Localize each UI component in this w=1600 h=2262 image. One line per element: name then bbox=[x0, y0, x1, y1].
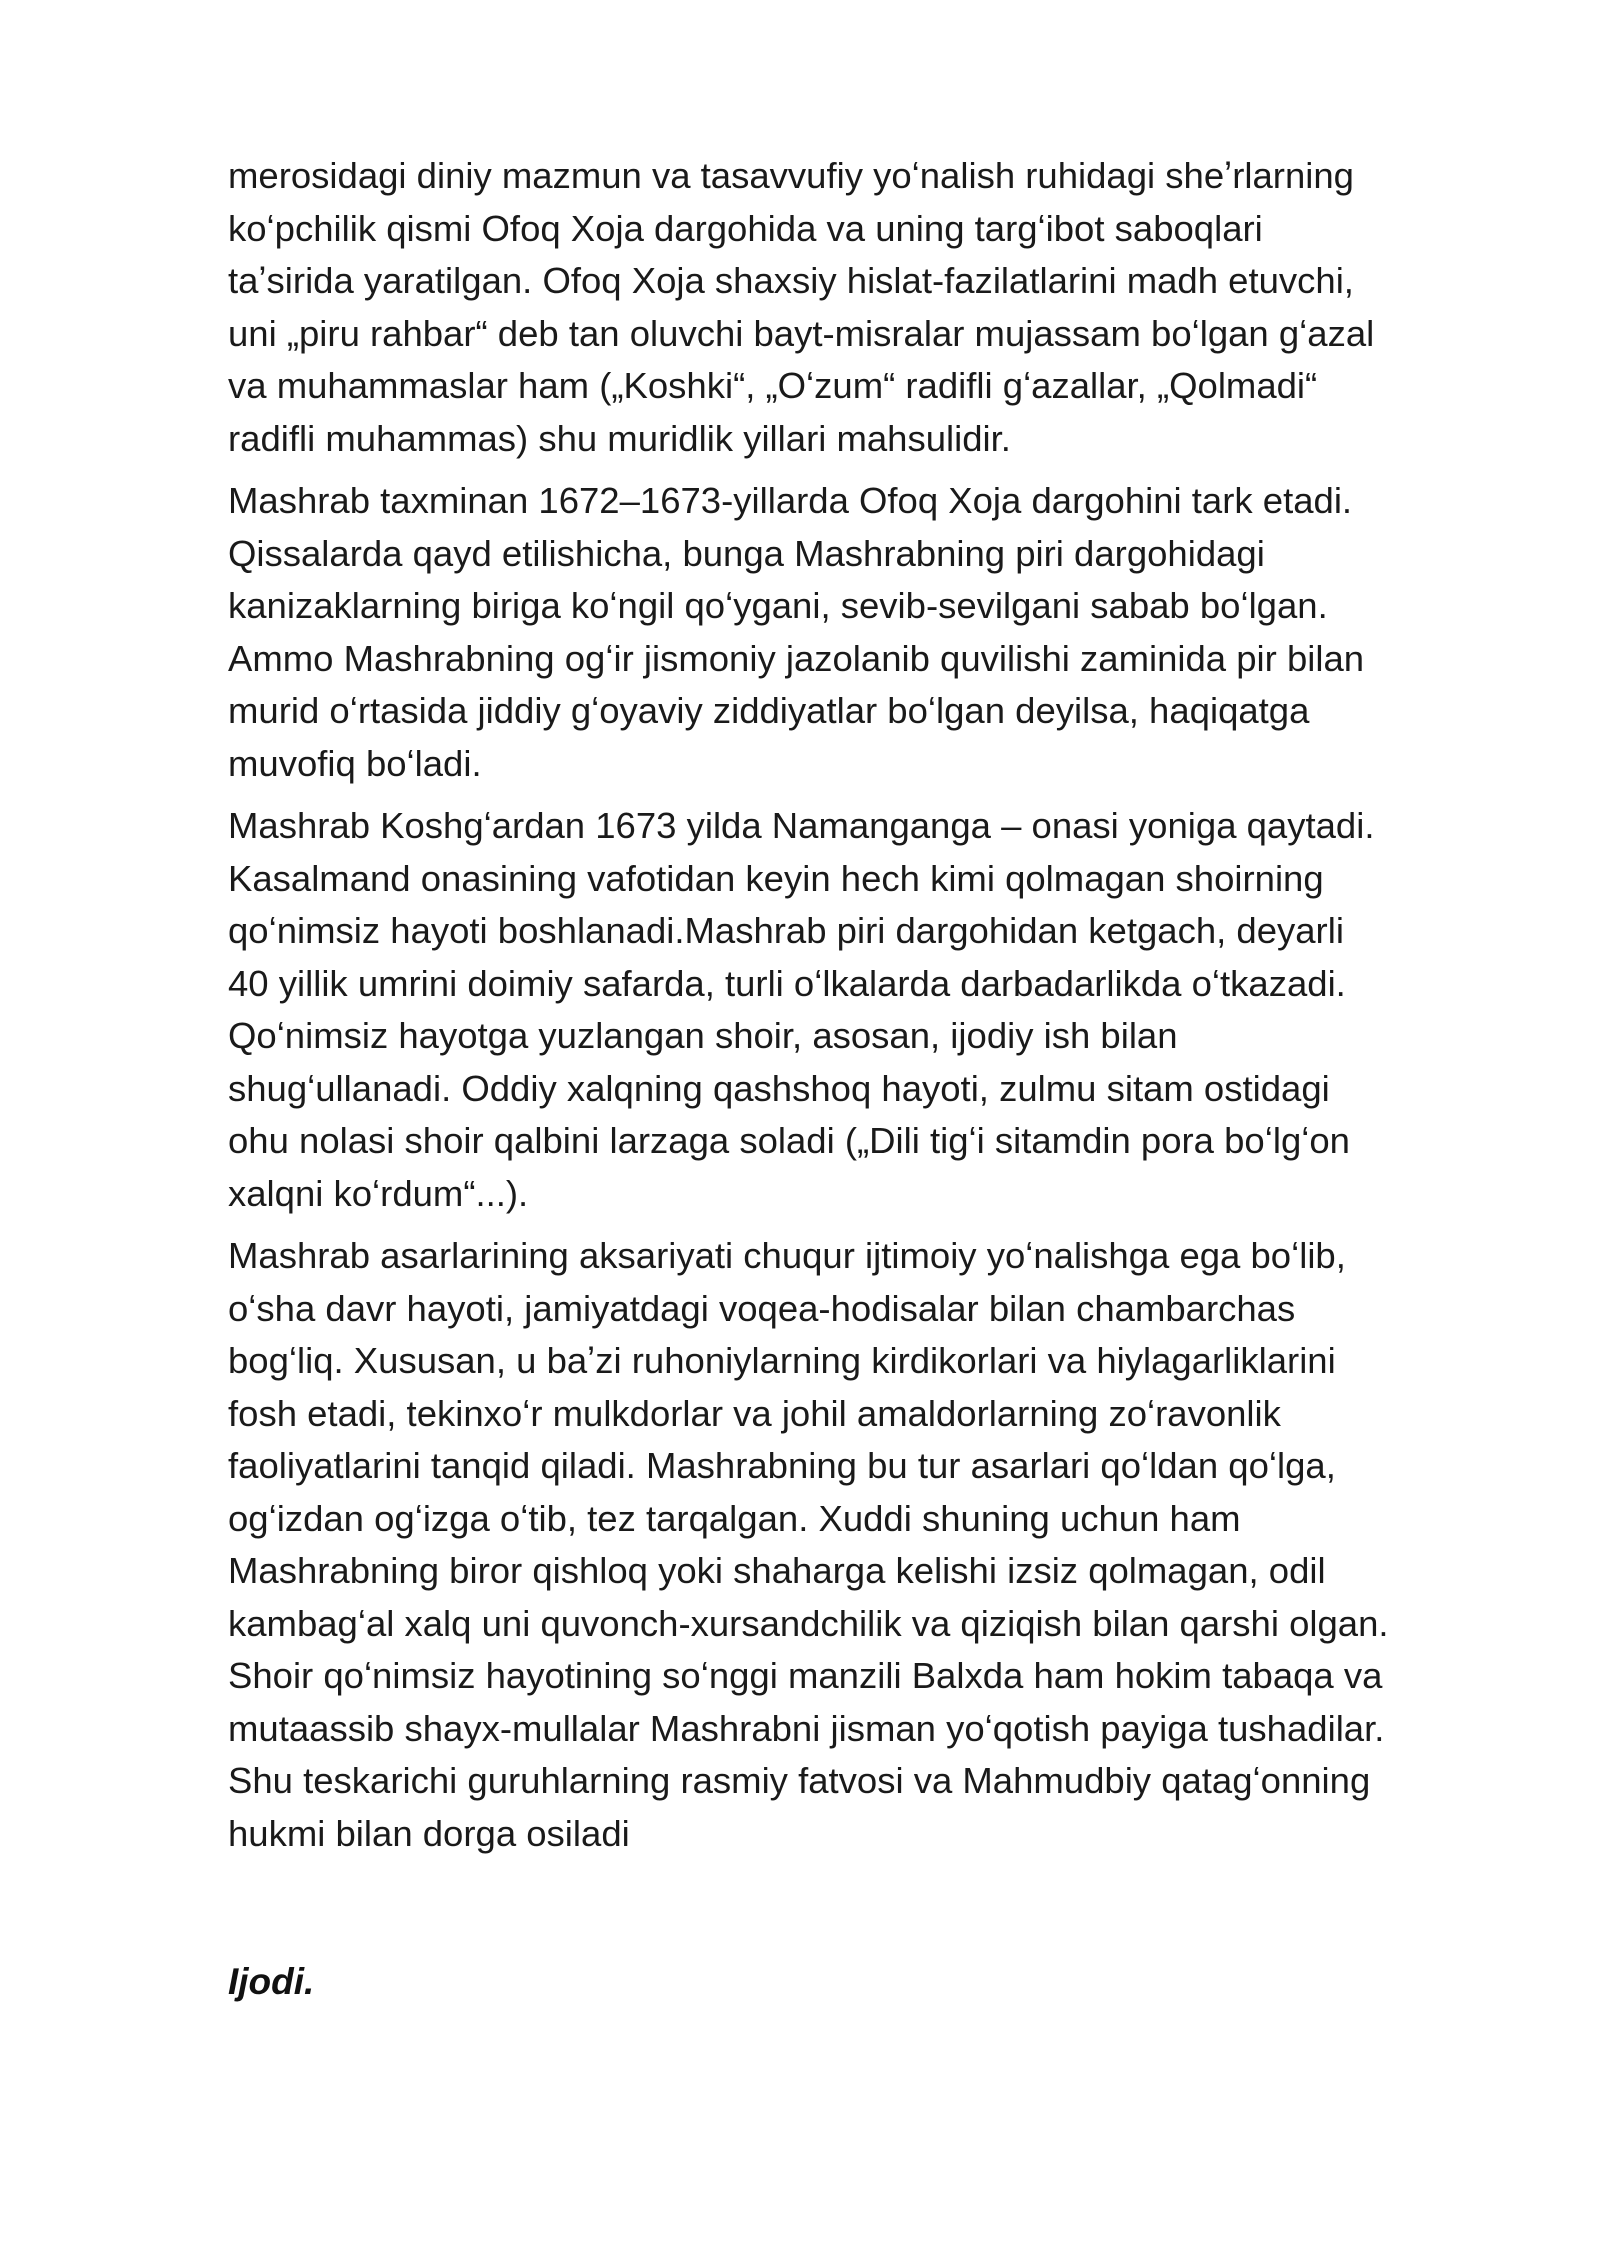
paragraph-2 bbox=[228, 475, 1518, 790]
text-line: shugʻullanadi. Oddiy xalqning qashshoq hayoti, zulmu sitam ostidagi bbox=[228, 1067, 1330, 1109]
text-line: Kasalmand onasining vafotidan keyin hech kimi qolmagan shoirning bbox=[228, 857, 1324, 899]
text-line: Mashrabning biror qishloq yoki shaharga kelishi izsiz qolmagan, odil bbox=[228, 1550, 1326, 1591]
text-line: Mashrab asarlarining aksariyati chuqur ijtimoiy yoʻnalishga ega boʻlib, bbox=[228, 1235, 1346, 1276]
text-line: qoʻnimsiz hayoti boshlanadi.Mashrab piri dargohidan ketgach, deyarli bbox=[228, 910, 1344, 951]
text-line: bogʻliq. Xususan, u baʼzi ruhoniylarning kirdikorlari va hiylagarliklarini bbox=[228, 1340, 1336, 1381]
text-line: Qoʻnimsiz hayotga yuzlangan shoir, asosan, ijodiy ish bilan bbox=[228, 1015, 1178, 1056]
text-line: murid oʻrtasida jiddiy gʻoyaviy ziddiyatlar boʻlgan deyilsa, haqiqatga bbox=[228, 690, 1310, 731]
text-line: Shoir qoʻnimsiz hayotining soʻnggi manzili Balxda ham hokim tabaqa va bbox=[228, 1655, 1383, 1696]
document-body bbox=[228, 150, 1518, 1870]
text-line: fosh etadi, tekinxoʻr mulkdorlar va johil amaldorlarning zoʻravonlik bbox=[228, 1392, 1281, 1434]
text-line: va muhammaslar ham („Koshki“, „Oʻzum“ radifli gʻazallar, „Qolmadi“ bbox=[228, 365, 1318, 406]
text-line: xalqni koʻrdum“...). bbox=[228, 1172, 529, 1214]
text-line: oʻsha davr hayoti, jamiyatdagi voqea-hodisalar bilan chambarchas bbox=[228, 1287, 1296, 1329]
section-heading: Ijodi. bbox=[228, 1961, 315, 2002]
text-line: Shu teskarichi guruhlarning rasmiy fatvosi va Mahmudbiy qatagʻonning bbox=[228, 1760, 1371, 1801]
paragraph-3 bbox=[228, 800, 1518, 1220]
text-line: Ammo Mashrabning ogʻir jismoniy jazolanib quvilishi zaminida pir bilan bbox=[228, 637, 1365, 679]
text-line: Mashrab taxminan 1672–1673-yillarda Ofoq Xoja dargohini tark etadi. bbox=[228, 480, 1353, 521]
text-line: Mashrab Koshgʻardan 1673 yilda Namanganga – onasi yoniga qaytadi. bbox=[228, 805, 1375, 846]
text-line: hukmi bilan dorga osiladi bbox=[228, 1812, 630, 1854]
text-line: kanizaklarning biriga koʻngil qoʻygani, sevib-sevilgani sabab boʻlgan. bbox=[228, 585, 1328, 626]
text-line: koʻpchilik qismi Ofoq Xoja dargohida va uning targʻibot saboqlari bbox=[228, 207, 1263, 249]
text-line: merosidagi diniy mazmun va tasavvufiy yoʻnalish ruhidagi sheʼrlarning bbox=[228, 155, 1354, 196]
text-line: mutaassib shayx-mullalar Mashrabni jisman yoʻqotish payiga tushadilar. bbox=[228, 1707, 1385, 1749]
text-line: faoliyatlarini tanqid qiladi. Mashrabning bu tur asarlari qoʻldan qoʻlga, bbox=[228, 1445, 1336, 1486]
text-line: muvofiq boʻladi. bbox=[228, 742, 482, 784]
text-line: 40 yillik umrini doimiy safarda, turli oʻlkalarda darbadarlikda oʻtkazadi. bbox=[228, 962, 1346, 1004]
text-line: Qissalarda qayd etilishicha, bunga Mashrabning piri dargohidagi bbox=[228, 532, 1265, 574]
text-line: uni „piru rahbar“ deb tan oluvchi bayt-misralar mujassam boʻlgan gʻazal bbox=[228, 312, 1375, 354]
text-line: taʼsirida yaratilgan. Ofoq Xoja shaxsiy hislat-fazilatlarini madh etuvchi, bbox=[228, 260, 1354, 301]
text-line: ohu nolasi shoir qalbini larzaga soladi („Dili tigʻi sitamdin pora boʻlgʻon bbox=[228, 1120, 1350, 1161]
text-line: ogʻizdan ogʻizga oʻtib, tez tarqalgan. Xuddi shuning uchun ham bbox=[228, 1497, 1241, 1539]
text-line: kambagʻal xalq uni quvonch-xursandchilik va qiziqish bilan qarshi olgan. bbox=[228, 1602, 1389, 1644]
text-line: radifli muhammas) shu muridlik yillari mahsulidir. bbox=[228, 417, 1011, 459]
paragraph-4 bbox=[228, 1230, 1518, 1860]
paragraph-1 bbox=[228, 150, 1518, 465]
